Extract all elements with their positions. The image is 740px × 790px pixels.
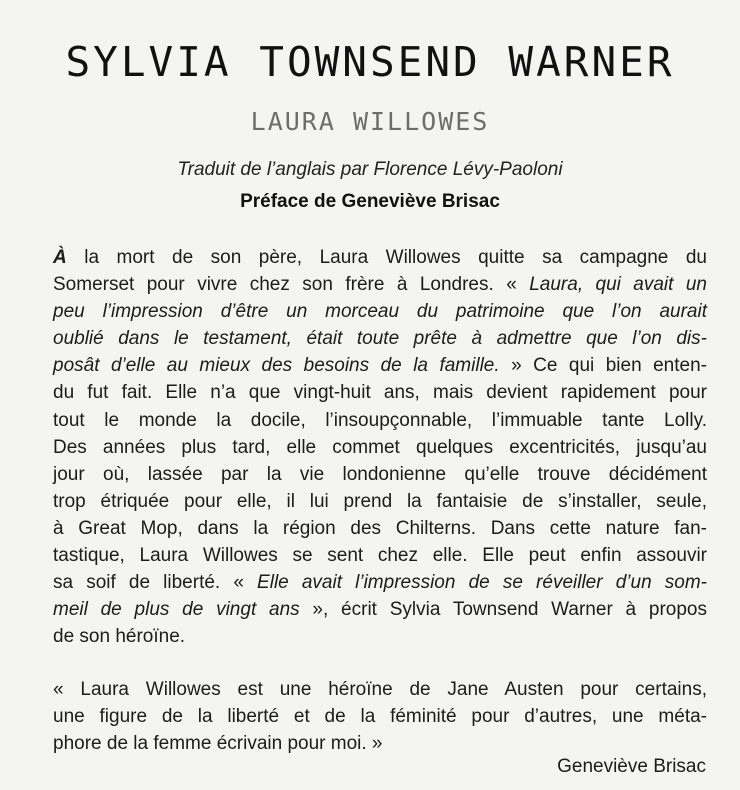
summary-line (53, 379, 707, 406)
critic-quote (53, 676, 707, 757)
summary-line (53, 461, 707, 488)
author-name: SYLVIA TOWNSEND WARNER (65, 38, 675, 86)
italic-quote-run: meil de plus de vingt ans (53, 599, 300, 621)
italic-quote-run: peu l’impression d’être un morceau du patrimoine que l’on aurait (53, 301, 707, 323)
summary-line (53, 434, 707, 461)
summary-line (53, 325, 707, 352)
text-run: Somerset pour vivre chez son frère à Londres. « (53, 274, 530, 296)
text-run: jour où, lassée par la vie londonienne qu’elle trouve décidément (53, 463, 707, 485)
quote-line: « Laura Willowes est une héroïne de Jane Austen pour certains, (53, 679, 707, 700)
book-title: LAURA WILLOWES (250, 107, 490, 136)
text-run: Des années plus tard, elle commet quelques excentricités, jusqu’au (53, 436, 707, 458)
text-run: », écrit Sylvia Townsend Warner à propos (299, 599, 707, 621)
quote-line: phore de la femme écrivain pour moi. » (53, 733, 383, 755)
text-run: tout le monde la docile, l’insoupçonnable, l’immuable tante Lolly. (53, 409, 707, 431)
text-run: sa soif de liberté. « (53, 572, 258, 594)
italic-quote-run: Elle avait l’impression de se réveiller d’un som- (257, 572, 707, 594)
quote-signature: Geneviève Brisac (557, 756, 706, 777)
summary-line (53, 244, 707, 271)
summary-line (53, 515, 707, 542)
summary-paragraph (53, 244, 707, 650)
text-run: à Great Mop, dans la région des Chilterns. Dans cette nature fan- (53, 517, 707, 539)
quote-line: une figure de la liberté et de la féminité pour d’autres, une méta- (53, 706, 707, 728)
summary-line (53, 542, 707, 569)
summary-line (53, 569, 707, 596)
summary-line (53, 298, 707, 325)
italic-quote-run: oublié dans le testament, était toute prête à admettre que l’on dis- (53, 328, 707, 350)
italic-quote-run: posât d’elle au mieux des besoins de la famille. (53, 355, 500, 377)
italic-quote-run: Laura, qui avait un (529, 274, 707, 296)
summary-line (53, 407, 707, 434)
text-run: la mort de son père, Laura Willowes quitte sa campagne du (66, 247, 707, 268)
summary-line (53, 488, 707, 515)
text-run: » Ce qui bien enten- (499, 355, 707, 377)
summary-line (53, 623, 707, 650)
text-run: tastique, Laura Willowes se sent chez elle. Elle peut enfin assouvir (53, 545, 707, 567)
text-run: trop étriquée pour elle, il lui prend la fantaisie de s’installer, seule, (53, 490, 707, 512)
translator-credit: Traduit de l’anglais par Florence Lévy-Paoloni (177, 159, 563, 180)
drop-letter: À (53, 247, 67, 268)
summary-line (53, 271, 707, 298)
summary-line (53, 596, 707, 623)
preface-credit: Préface de Geneviève Brisac (240, 191, 500, 212)
text-run: du fut fait. Elle n’a que vingt-huit ans, mais devient rapidement pour (53, 382, 707, 404)
summary-line (53, 352, 707, 379)
text-run: de son héroïne. (53, 626, 186, 648)
